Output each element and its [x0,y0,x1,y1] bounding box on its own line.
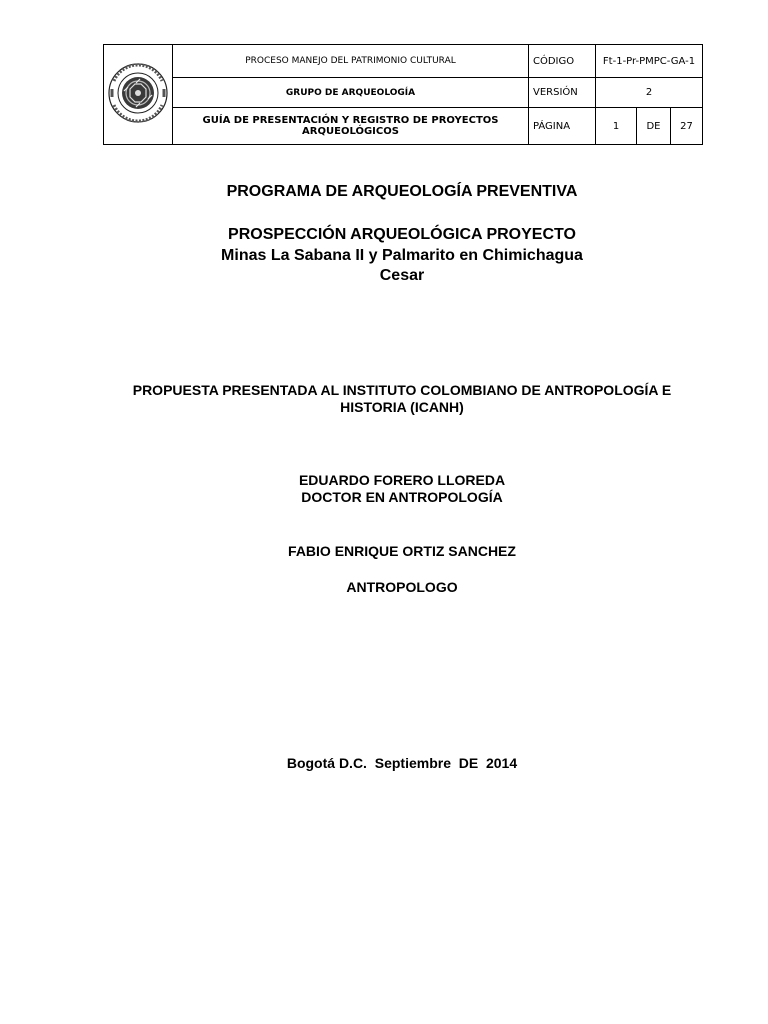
code-label: CÓDIGO [529,45,596,78]
project-title-line-1: PROSPECCIÓN ARQUEOLÓGICA PROYECTO [228,226,576,243]
group-name: GRUPO DE ARQUEOLOGÍA [173,78,529,108]
place-date [60,721,744,789]
project-title-line-3: Cesar [379,267,425,284]
logo-cell [104,45,173,145]
author-2-title: ANTROPOLOGO [346,579,458,595]
page-number: 1 [596,108,637,145]
author-1 [60,472,744,506]
proposal-line-1: PROPUESTA PRESENTADA AL INSTITUTO COLOMBIANO DE ANTROPOLOGÍA E [132,382,672,398]
project-title [60,225,744,286]
author-2-name: FABIO ENRIQUE ORTIZ SANCHEZ [288,543,516,559]
process-name: PROCESO MANEJO DEL PATRIMONIO CULTURAL [173,45,529,78]
version-value: 2 [596,78,703,108]
author-1-title: DOCTOR EN ANTROPOLOGÍA [301,489,503,505]
document-name: GUÍA DE PRESENTACIÓN Y REGISTRO DE PROYECTOS ARQUEOLÓGICOS [173,108,529,145]
icanh-seal-logo [107,50,169,136]
author-2-name-block [60,543,744,560]
document-header-table [103,44,703,145]
project-title-line-2: Minas La Sabana II y Palmarito en Chimichagua [221,247,583,264]
page-label: PÁGINA [529,108,596,145]
program-title [60,182,744,202]
page-total: 27 [671,108,703,145]
author-1-name: EDUARDO FORERO LLOREDA [298,472,506,488]
code-value: Ft-1-Pr-PMPC-GA-1 [596,45,703,78]
author-2-title-block [60,579,744,596]
program-title-text: PROGRAMA DE ARQUEOLOGÍA PREVENTIVA [226,183,578,200]
version-label: VERSIÓN [529,78,596,108]
proposal-line-2: HISTORIA (ICANH) [340,399,464,415]
page-of-label: DE [637,108,671,145]
place-date-text: Bogotá D.C. Septiembre DE 2014 [286,755,518,771]
proposal-statement [60,382,744,416]
